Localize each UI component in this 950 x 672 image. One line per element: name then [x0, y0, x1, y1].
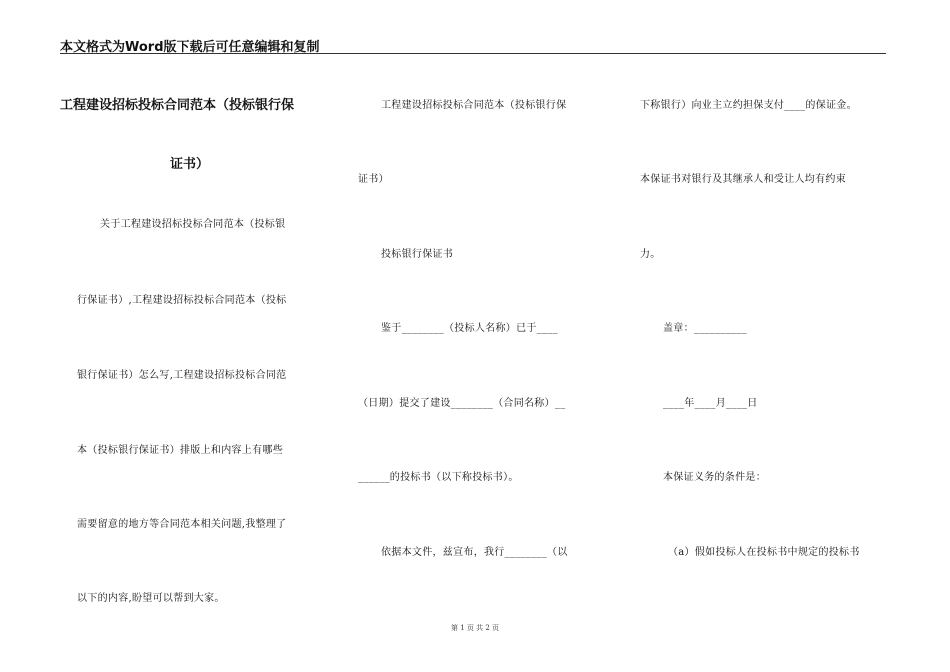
paragraph-line: 需要留意的地方等合同范本相关问题,我整理了	[77, 519, 287, 530]
paragraph-line: ____年____月____日	[663, 398, 758, 409]
document-title-line-2: 证书）	[170, 157, 210, 172]
paragraph-line: ______的投标书（以下称投标书）。	[358, 472, 519, 483]
paragraph-line: 银行保证书）怎么写,工程建设招标投标合同范	[77, 370, 287, 381]
paragraph-line: （a）假如投标人在投标书中规定的投标书	[668, 547, 860, 558]
paragraph-line: 工程建设招标投标合同范本（投标银行保	[381, 100, 567, 111]
paragraph-line: 关于工程建设招标投标合同范本（投标银	[100, 219, 286, 230]
paragraph-line: 盖章：__________	[663, 323, 747, 334]
paragraph-line: 本保证义务的条件是：	[663, 472, 766, 483]
page-number: 第 1 页 共 2 页	[450, 624, 500, 632]
paragraph-line: 力。	[640, 249, 661, 260]
document-title-line-1: 工程建设招标投标合同范本（投标银行保	[60, 98, 295, 113]
paragraph-line: 本（投标银行保证书）排版上和内容上有哪些	[77, 445, 283, 456]
paragraph-line: 行保证书）,工程建设招标投标合同范本（投标	[77, 295, 287, 306]
paragraph-line: （日期）提交了建设________（合同名称）__	[358, 398, 566, 409]
paragraph-line: 证书）	[358, 174, 389, 185]
document-header: 本文格式为Word版下载后可任意编辑和复制	[60, 40, 320, 55]
paragraph-line: 下称银行）向业主立约担保支付____的保证金。	[640, 100, 857, 111]
paragraph-line: 本保证书对银行及其继承人和受让人均有约束	[640, 174, 846, 185]
paragraph-line: 投标银行保证书	[381, 249, 454, 260]
header-divider	[60, 53, 886, 54]
paragraph-line: 依据本文件，兹宣布，我行________（以	[381, 547, 568, 558]
paragraph-line: 以下的内容,盼望可以帮到大家。	[77, 593, 225, 604]
paragraph-line: 鉴于________（投标人名称）已于____	[381, 323, 558, 334]
